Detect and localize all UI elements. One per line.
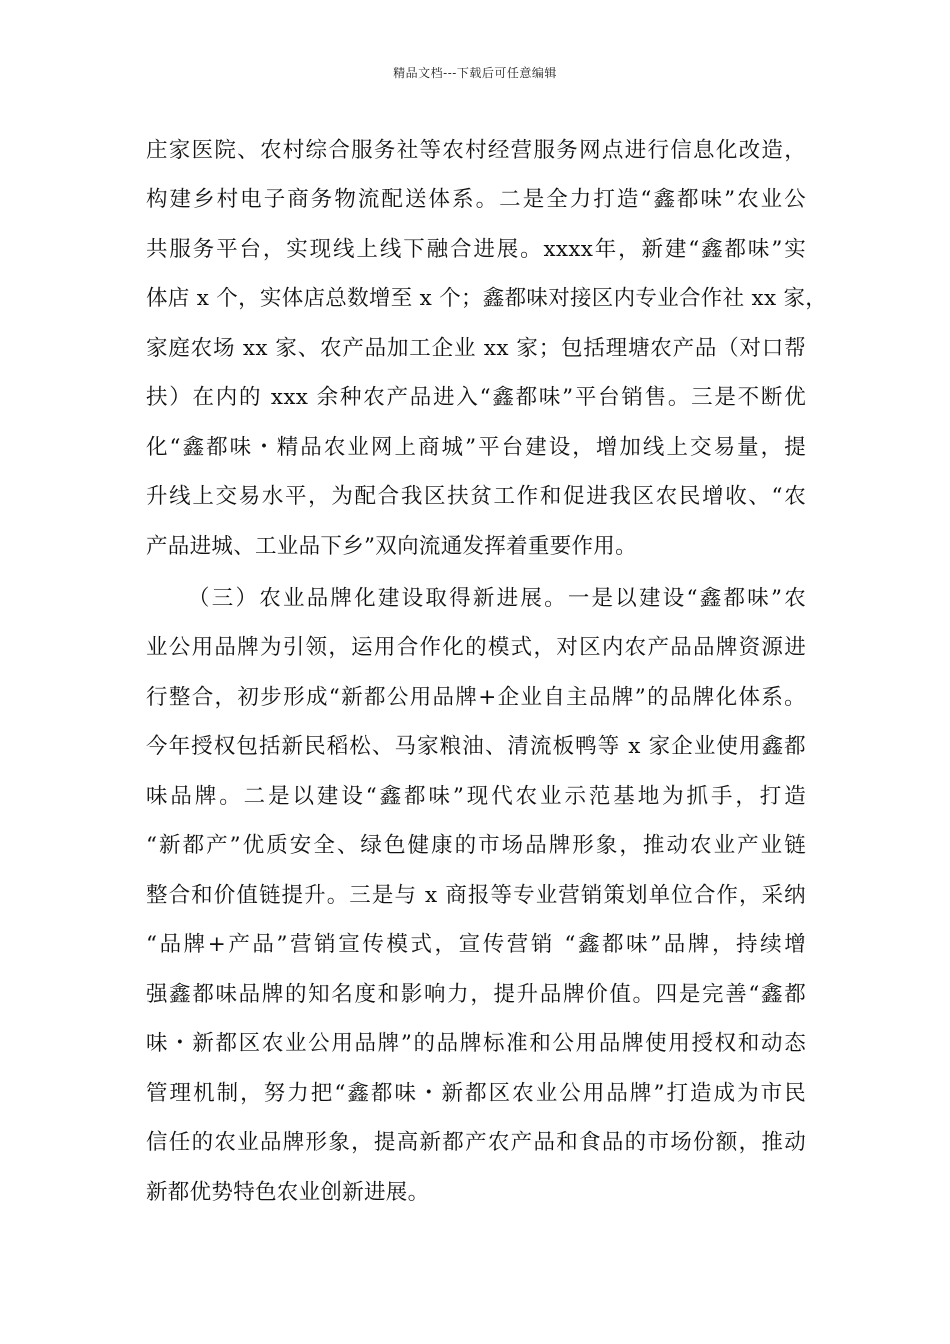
paragraph-line: “新都产”优质安全、绿色健康的市场品牌形象，推动农业产业链: [146, 833, 806, 858]
paragraph-line: 强鑫都味品牌的知名度和影响力，提升品牌价值。四是完善“鑫都: [146, 982, 806, 1007]
paragraph-line: 业公用品牌为引领，运用合作化的模式，对区内农产品品牌资源进: [146, 635, 806, 660]
page-header: 精品文档---下载后可任意编辑: [393, 66, 557, 80]
paragraph-line: 庄家医院、农村综合服务社等农村经营服务网点进行信息化改造，: [146, 138, 806, 163]
paragraph-line: “品牌+产品”营销宣传模式，宣传营销 “鑫都味”品牌，持续增: [146, 932, 806, 957]
paragraph-line: 信任的农业品牌形象，提高新都产农产品和食品的市场份额，推动: [146, 1130, 806, 1155]
paragraph-line: 行整合，初步形成“新都公用品牌+企业自主品牌”的品牌化体系。: [146, 685, 806, 710]
paragraph-line: 整合和价值链提升。三是与 x 商报等专业营销策划单位合作，采纳: [146, 883, 806, 908]
paragraph-line: 家庭农场 xx 家、农产品加工企业 xx 家；包括理塘农产品（对口帮: [146, 336, 806, 361]
paragraph-line: 产品进城、工业品下乡”双向流通发挥着重要作用。: [146, 534, 637, 559]
paragraph-line: 化“鑫都味・精品农业网上商城”平台建设，增加线上交易量，提: [146, 435, 806, 460]
paragraph-line: 升线上交易水平，为配合我区扶贫工作和促进我区农民增收、“农: [146, 484, 806, 509]
paragraph-line: 共服务平台，实现线上线下融合进展。xxxx年，新建“鑫都味”实: [146, 237, 806, 262]
paragraph-line: 扶）在内的 xxx 余种农产品进入“鑫都味”平台销售。三是不断优: [146, 385, 806, 410]
paragraph-line: 味品牌。二是以建设“鑫都味”现代农业示范基地为抓手，打造: [146, 784, 806, 809]
paragraph-line: 今年授权包括新民稻松、马家粮油、清流板鸭等 x 家企业使用鑫都: [146, 734, 806, 759]
paragraph-line: 体店 x 个，实体店总数增至 x 个；鑫都味对接区内专业合作社 xx 家，: [146, 286, 828, 311]
paragraph-line: 管理机制，努力把“鑫都味・新都区农业公用品牌”打造成为市民: [146, 1081, 806, 1106]
paragraph-line: 新都优势特色农业创新进展。: [146, 1180, 430, 1205]
paragraph-first-line: （三）农业品牌化建设取得新进展。一是以建设“鑫都味”农: [188, 586, 806, 611]
paragraph-line: 味・新都区农业公用品牌”的品牌标准和公用品牌使用授权和动态: [146, 1031, 806, 1056]
paragraph-line: 构建乡村电子商务物流配送体系。二是全力打造“鑫都味”农业公: [146, 187, 806, 212]
